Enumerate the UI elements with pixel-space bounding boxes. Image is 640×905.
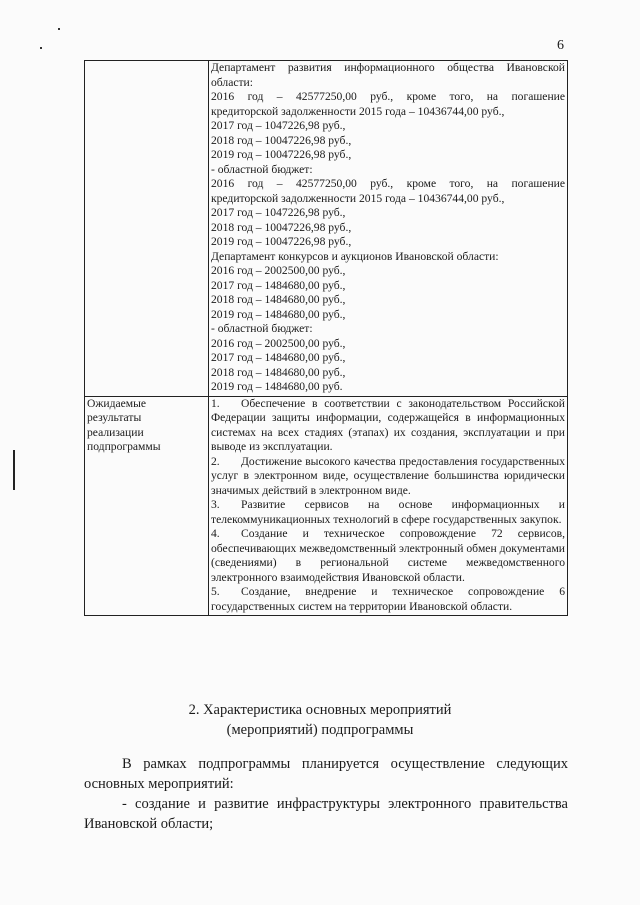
funding-line: - областной бюджет: xyxy=(211,162,313,176)
funding-line: Департамент развития информационного общества Ивановской xyxy=(211,61,565,74)
section-title-line: 2. Характеристика основных мероприятий xyxy=(188,702,452,718)
section-title-line: (мероприятий) подпрограммы xyxy=(226,722,414,738)
result-item-number: 1. xyxy=(211,396,220,410)
funding-line: кредиторской задолженности 2015 года – 10436744,00 руб., xyxy=(211,191,505,205)
funding-line: 2016 год – 42577250,00 руб., кроме того, на погашение xyxy=(211,90,565,103)
funding-line: 2019 год – 1484680,00 руб. xyxy=(211,380,343,393)
funding-line: 2018 год – 10047226,98 руб., xyxy=(211,220,352,234)
funding-line: 2019 год – 10047226,98 руб., xyxy=(211,235,352,248)
results-label: Ожидаемые результаты реализации подпрограммы xyxy=(85,396,209,616)
funding-line: 2019 год – 10047226,98 руб., xyxy=(211,148,352,161)
results-cell xyxy=(209,396,568,616)
funding-cell xyxy=(209,61,568,397)
result-item xyxy=(211,397,565,455)
subprogram-passport-table xyxy=(84,60,568,616)
result-item-text: Развитие сервисов на основе информационных и телекоммуникационных технологий в сфере государственных закупок. xyxy=(211,498,565,526)
funding-line: 2016 год – 42577250,00 руб., кроме того, на погашение xyxy=(211,177,565,190)
result-item xyxy=(211,498,565,527)
result-item-number: 5. xyxy=(211,585,220,598)
results-row xyxy=(85,396,568,616)
funding-line: - областной бюджет: xyxy=(211,322,313,335)
body-line: В рамках подпрограммы планируется осуществление следующих xyxy=(122,756,568,772)
funding-line: 2016 год – 2002500,00 руб., xyxy=(211,264,346,277)
scan-speck xyxy=(58,28,60,30)
intro-paragraph xyxy=(84,754,568,794)
funding-line: 2018 год – 1484680,00 руб., xyxy=(211,293,346,306)
scan-margin-mark xyxy=(13,450,15,490)
result-item-number: 2. xyxy=(211,454,220,468)
result-item-text: Достижение высокого качества предоставления государственных услуг в электронном виде, осуществление большинства юридически значимых действий в электронном виде. xyxy=(211,454,565,497)
funding-line: кредиторской задолженности 2015 года – 10436744,00 руб., xyxy=(211,104,505,118)
result-item xyxy=(211,585,565,614)
funding-line: 2017 год – 1484680,00 руб., xyxy=(211,278,346,292)
funding-line: 2019 год – 1484680,00 руб., xyxy=(211,307,346,321)
funding-label-cell xyxy=(85,61,209,397)
result-item-text: Обеспечение в соответствии с законодательством Российской Федерации защиты информации, содержащейся в информационных системах на всех стадиях (этапах) их создания, эксплуатации и при выводе из эксплуатации. xyxy=(211,396,565,453)
funding-line: 2017 год – 1047226,98 руб., xyxy=(211,206,346,219)
body-line: основных мероприятий: xyxy=(84,776,234,792)
funding-line: 2016 год – 2002500,00 руб., xyxy=(211,336,346,350)
funding-line: 2018 год – 10047226,98 руб., xyxy=(211,133,352,147)
section-title xyxy=(80,700,560,740)
body-line: - создание и развитие инфраструктуры электронного правительства xyxy=(122,796,568,812)
funding-line: Департамент конкурсов и аукционов Ивановской области: xyxy=(211,249,499,263)
result-item xyxy=(211,527,565,585)
result-item xyxy=(211,455,565,499)
funding-line: 2017 год – 1484680,00 руб., xyxy=(211,351,346,364)
funding-line: 2018 год – 1484680,00 руб., xyxy=(211,365,346,379)
body-line: Ивановской области; xyxy=(84,816,214,832)
result-item-number: 3. xyxy=(211,498,220,511)
activity-item xyxy=(84,794,568,834)
result-item-text: Создание и техническое сопровождение 72 сервисов, обеспечивающих межведомственный электронный обмен документами (сведениями) в региональной системе межведомственного электронного взаимодействия Ивановской области. xyxy=(211,527,565,584)
result-item-text: Создание, внедрение и техническое сопровождение 6 государственных систем на территории Ивановской области. xyxy=(211,585,565,613)
funding-line: 2017 год – 1047226,98 руб., xyxy=(211,119,346,132)
funding-line: области: xyxy=(211,75,253,89)
scan-speck xyxy=(40,47,42,49)
funding-row xyxy=(85,61,568,397)
result-item-number: 4. xyxy=(211,527,220,540)
page-number: 6 xyxy=(557,38,564,53)
